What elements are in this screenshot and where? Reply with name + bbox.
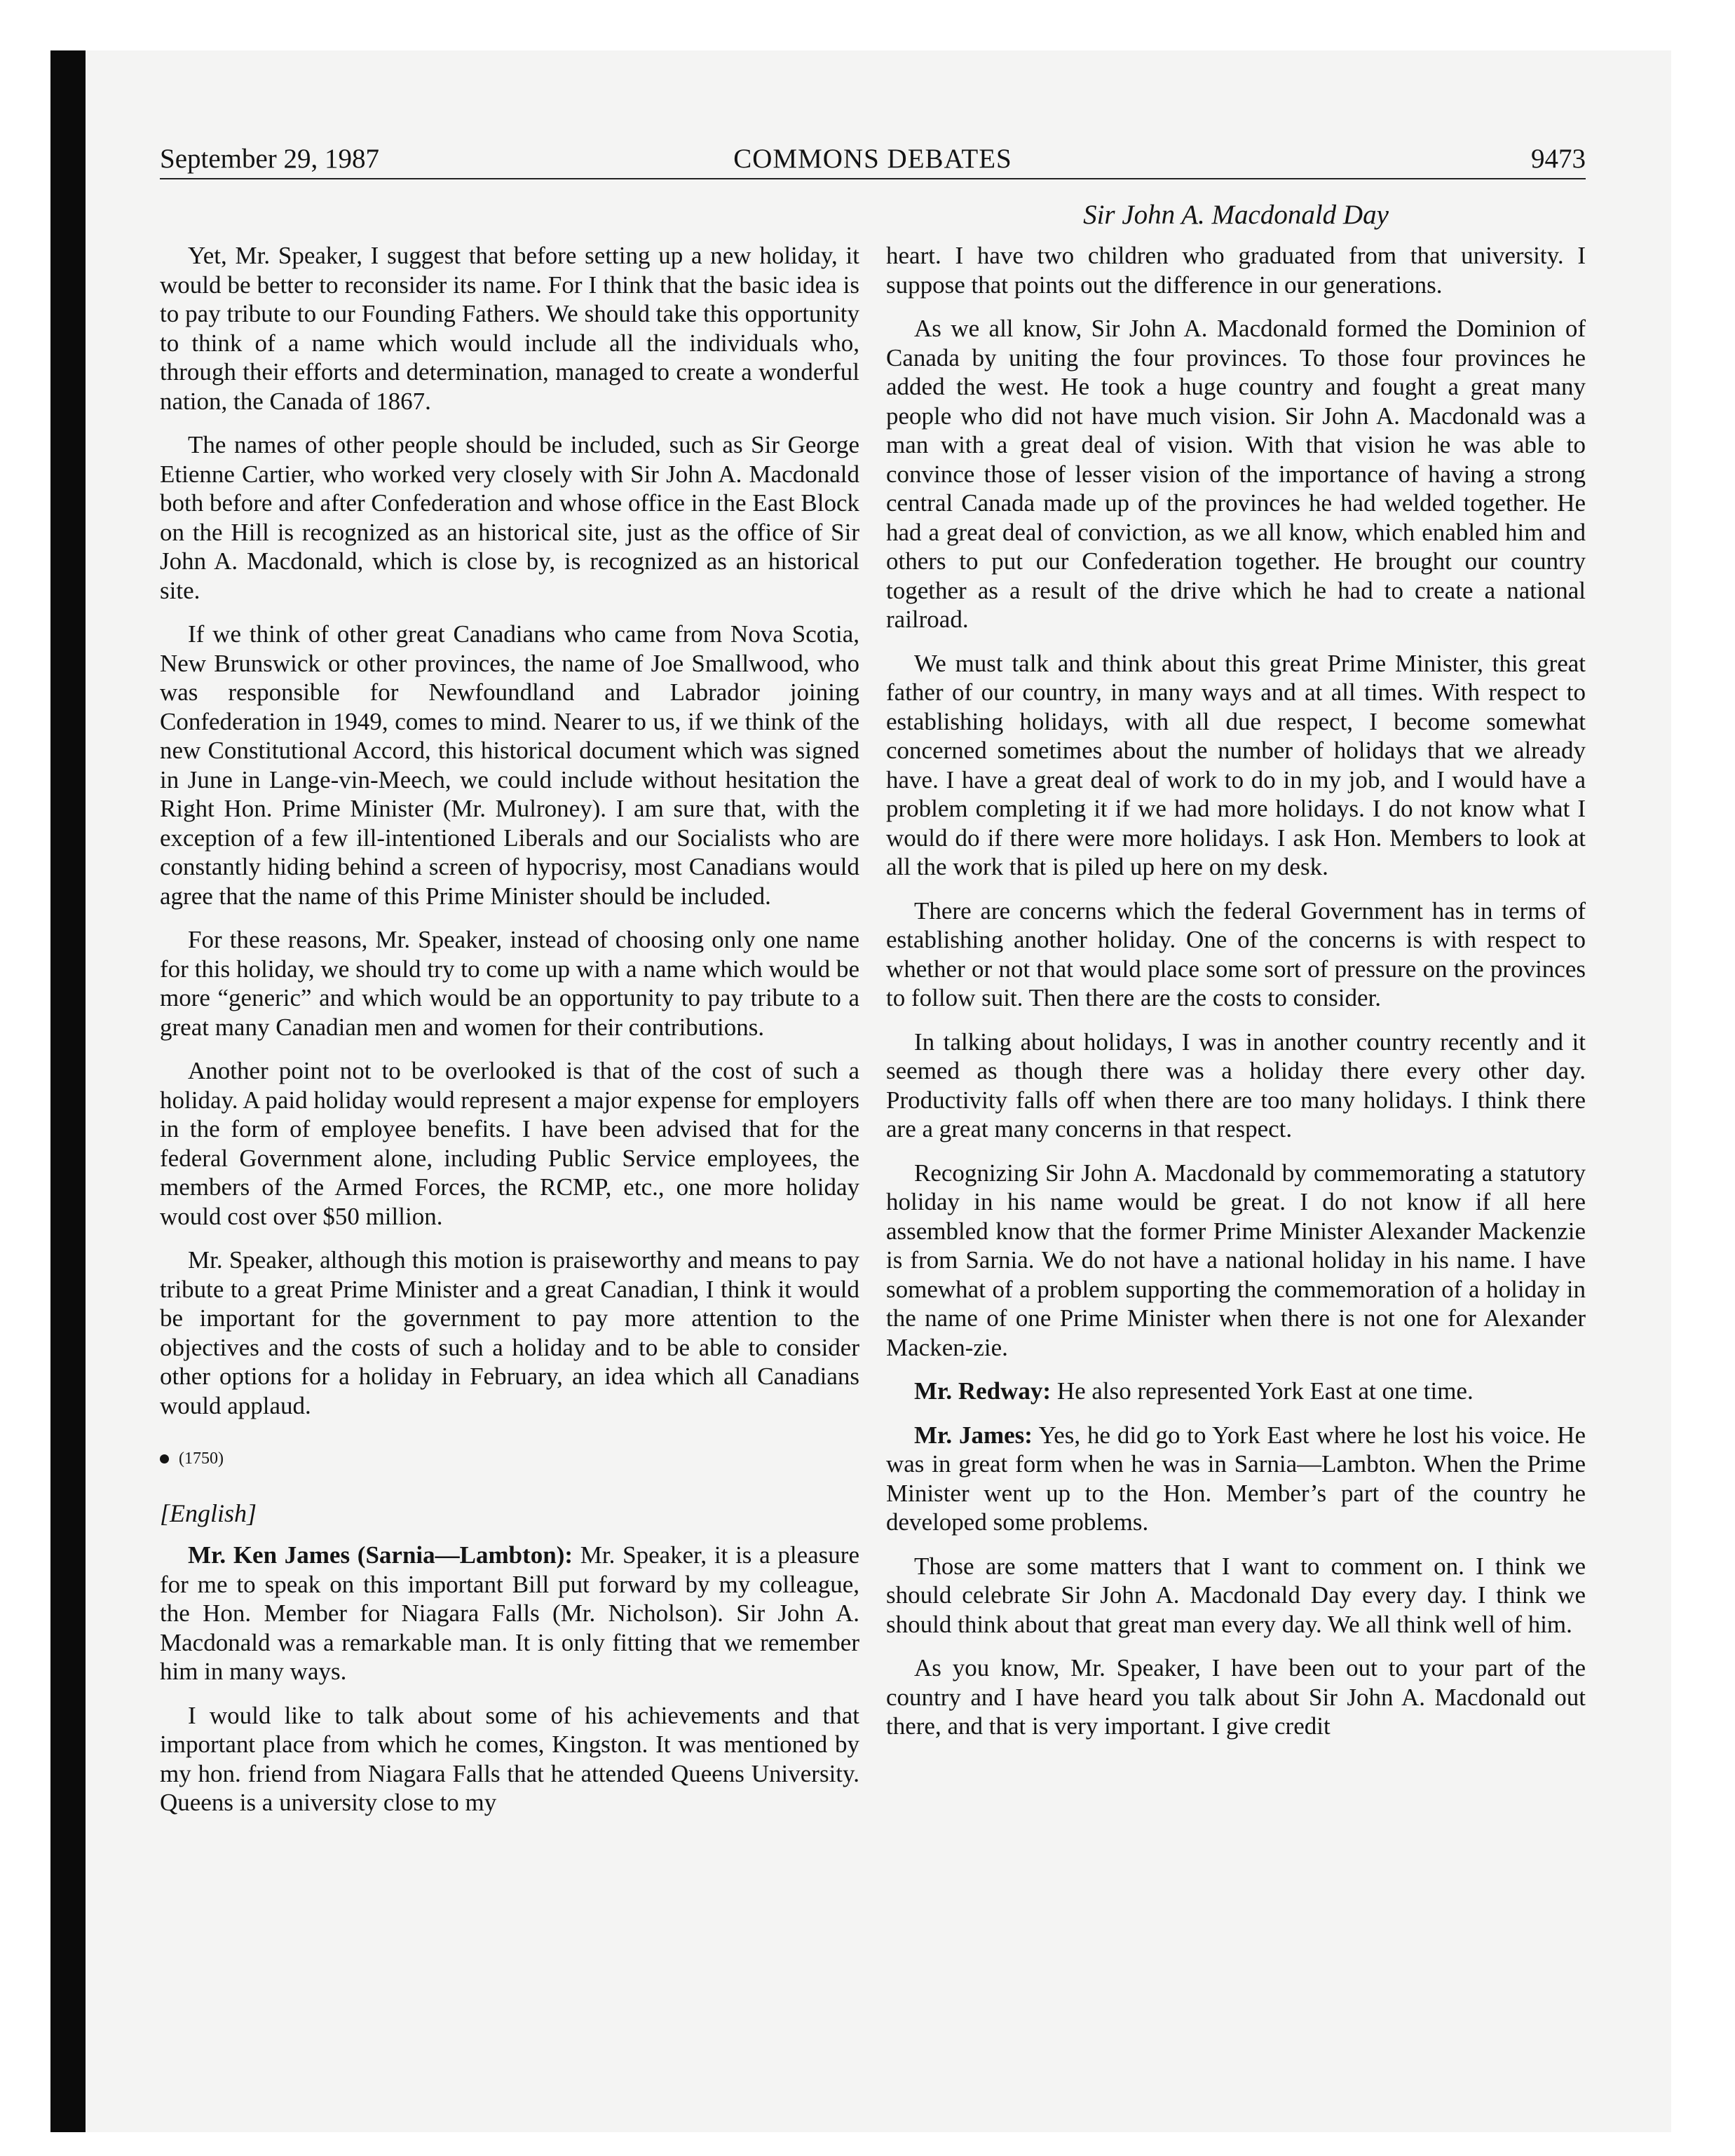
paragraph: Those are some matters that I want to comment on. I think we should celebrate Sir John A. Macdonald Day every day. I think we should think about that great man every day. We all think well of him. bbox=[886, 1552, 1586, 1638]
header-date: September 29, 1987 bbox=[160, 144, 380, 174]
paragraph: I would like to talk about some of his achievements and that important place from which he comes, Kingston. It was mentioned by my hon. friend from Niagara Falls that he attended Queens University. Queens is a university close to my bbox=[160, 1701, 859, 1816]
speech-paragraph bbox=[886, 1377, 1586, 1406]
page-header bbox=[160, 143, 1586, 181]
scan-binding-edge bbox=[50, 50, 86, 2132]
paragraph: We must talk and think about this great Prime Minister, this great father of our country, in many ways and at all times. With respect to establishing holidays, with all due respect, I become somewhat concerned sometimes about the number of holidays that we already have. I have a great deal of work to do in my job, and I would have a problem completing it if we had more holidays. I do not know what I would do if there were more holidays. I ask Hon. Members to look at all the work that is piled up here on my desk. bbox=[886, 649, 1586, 880]
paragraph: If we think of other great Canadians who came from Nova Scotia, New Brunswick or other provinces, the name of Joe Smallwood, who was responsible for Newfoundland and Labrador joining Confederation in 1949, comes to mind. Nearer to us, if we think of the new Constitutional Accord, this historical document which was signed in June in Lange-vin-Meech, we could include without hesitation the Right Hon. Prime Minister (Mr. Mulroney). I am sure that, with the exception of a few ill-intentioned Liberals and our Socialists who are constantly hiding behind a screen of hypocrisy, most Canadians would agree that the name of this Prime Minister should be included. bbox=[160, 620, 859, 910]
timestamp-text: (1750) bbox=[179, 1449, 224, 1468]
paragraph: For these reasons, Mr. Speaker, instead of choosing only one name for this holiday, we should try to come up with a name which would be more “generic” and which would be an opportunity to pay tribute to a great many Canadian men and women for their contributions. bbox=[160, 926, 859, 1041]
scan-top-margin bbox=[0, 0, 1735, 50]
paragraph: Recognizing Sir John A. Macdonald by commemorating a statutory holiday in his name would be great. I do not know if all here assembled know that the former Prime Minister Alexander Mackenzie is from Sarnia. We do not have a national holiday in his name. I have somewhat of a problem supporting the commemoration of a holiday in the name of one Prime Minister when there is not one for Alexander Macken-zie. bbox=[886, 1159, 1586, 1361]
speaker-name: Mr. Redway: bbox=[914, 1377, 1052, 1405]
timestamp bbox=[160, 1448, 859, 1469]
language-tag: [English] bbox=[160, 1499, 257, 1527]
speech-text: Mr. Speaker, it is a pleasure for me to speak on this important Bill put forward by my colleague, the Hon. Member for Niagara Falls (Mr. Nicholson). Sir John A. Macdonald was a remarkable man. It is only fitting that we remember him in many ways. bbox=[160, 1541, 859, 1685]
paragraph: As we all know, Sir John A. Macdonald formed the Dominion of Canada by uniting the four provinces. To those four provinces he added the west. He took a huge country and fought a great many people who did not have much vision. Sir John A. Macdonald was a man with a great deal of vision. With that vision he was able to convince those of lesser vision of the importance of having a strong central Canada made up of the provinces he had welded together. He had a great deal of conviction, as we all know, which enabled him and others to put our Confederation together. He brought our country together as a result of the drive which he had to create a national railroad. bbox=[886, 315, 1586, 633]
page-number: 9473 bbox=[1531, 144, 1586, 174]
bullet-icon bbox=[160, 1454, 169, 1464]
paragraph-continued: heart. I have two children who graduated from that university. I suppose that points out the difference in our generations. bbox=[886, 242, 1586, 299]
speech-paragraph bbox=[886, 1421, 1586, 1537]
speech-text: Yes, he did go to York East where he lost his voice. He was in great form when he was in Sarnia—Lambton. When the Prime Minister went up to the Hon. Member’s part of the country he developed some problems. bbox=[886, 1421, 1586, 1536]
speech-paragraph bbox=[160, 1541, 859, 1686]
right-column bbox=[886, 241, 1586, 1756]
speech-text: He also represented York East at one time. bbox=[1051, 1377, 1474, 1405]
paragraph: Another point not to be overlooked is that of the cost of such a holiday. A paid holiday would represent a major expense for employers in the form of employee benefits. I have been advised that for the federal Government alone, including Public Service employees, the members of the Armed Forces, the RCMP, etc., one more holiday would cost over $50 million. bbox=[160, 1057, 859, 1230]
paragraph: The names of other people should be included, such as Sir George Etienne Cartier, who worked very closely with Sir John A. Macdonald both before and after Confederation and whose office in the East Block on the Hill is recognized as an historical site, just as the office of Sir John A. Macdonald, which is close by, is recognized as an historical site. bbox=[160, 431, 859, 604]
running-head: Sir John A. Macdonald Day bbox=[1083, 200, 1389, 230]
header-rule bbox=[160, 178, 1586, 179]
header-title: COMMONS DEBATES bbox=[733, 144, 1012, 174]
paragraph: As you know, Mr. Speaker, I have been out to your part of the country and I have heard you talk about Sir John A. Macdonald out there, and that is very important. I give credit bbox=[886, 1654, 1586, 1740]
speaker-name: Mr. James: bbox=[914, 1421, 1033, 1449]
paragraph: There are concerns which the federal Government has in terms of establishing another holiday. One of the concerns is with respect to whether or not that would place some sort of pressure on the provinces to follow suit. Then there are the costs to consider. bbox=[886, 896, 1586, 1011]
paragraph: In talking about holidays, I was in another country recently and it seemed as though there was a holiday there every other day. Productivity falls off when there are too many holidays. I think there are a great many concerns in that respect. bbox=[886, 1028, 1586, 1142]
speaker-name: Mr. Ken James (Sarnia—Lambton): bbox=[188, 1541, 573, 1569]
paragraph: Mr. Speaker, although this motion is praiseworthy and means to pay tribute to a great Prime Minister and a great Canadian, I think it would be important for the government to pay more attention to the objectives and the costs of such a holiday and to be able to consider other options for a holiday in February, an idea which all Canadians would applaud. bbox=[160, 1246, 859, 1419]
left-column bbox=[160, 241, 859, 1832]
paragraph: Yet, Mr. Speaker, I suggest that before setting up a new holiday, it would be better to reconsider its name. For I think that the basic idea is to pay tribute to our Founding Fathers. We should take this opportunity to think of a name which would include all the individuals who, through their efforts and determination, managed to create a wonderful nation, the Canada of 1867. bbox=[160, 242, 859, 415]
